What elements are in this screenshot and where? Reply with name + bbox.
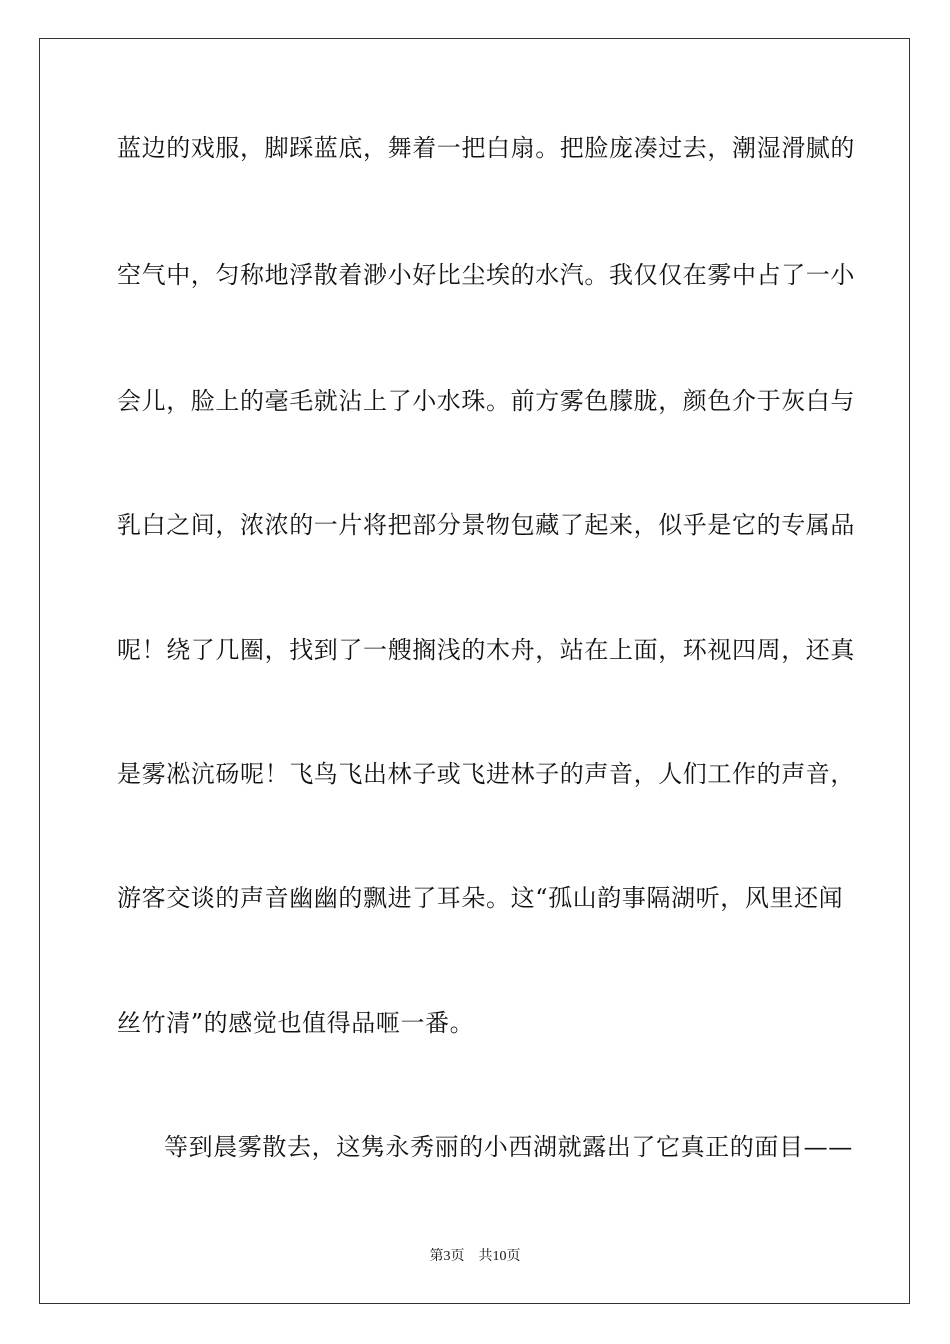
paragraph-line: 游客交谈的声音幽幽的飘进了耳朵。这“孤山韵事隔湖听，风里还闻 — [117, 884, 844, 912]
paragraph-line: 蓝边的戏服，脚踩蓝底，舞着一把白扇。把脸庞凑过去，潮湿滑腻的 — [117, 134, 855, 162]
paragraph-line: 是雾凇沆砀呢！飞鸟飞出林子或飞进林子的声音，人们工作的声音， — [117, 760, 855, 788]
total-pages: 共10页 — [478, 1249, 521, 1264]
paragraph-line: 丝竹清”的感觉也值得品咂一番。 — [117, 1009, 475, 1037]
paragraph-line: 呢！绕了几圈，找到了一艘搁浅的木舟，站在上面，环视四周，还真 — [117, 636, 855, 664]
page-footer — [0, 1248, 950, 1266]
page-border — [39, 38, 910, 1304]
paragraph-line: 会儿，脸上的毫毛就沾上了小水珠。前方雾色朦胧，颜色介于灰白与 — [117, 387, 855, 415]
page-number: 第3页 — [429, 1249, 465, 1264]
paragraph-line: 乳白之间，浓浓的一片将把部分景物包藏了起来，似乎是它的专属品 — [117, 511, 855, 539]
paragraph-line: 空气中，匀称地浮散着渺小好比尘埃的水汽。我仅仅在雾中占了一小 — [117, 261, 855, 289]
paragraph-line-indented: 等到晨雾散去，这隽永秀丽的小西湖就露出了它真正的面目—— — [164, 1133, 853, 1161]
